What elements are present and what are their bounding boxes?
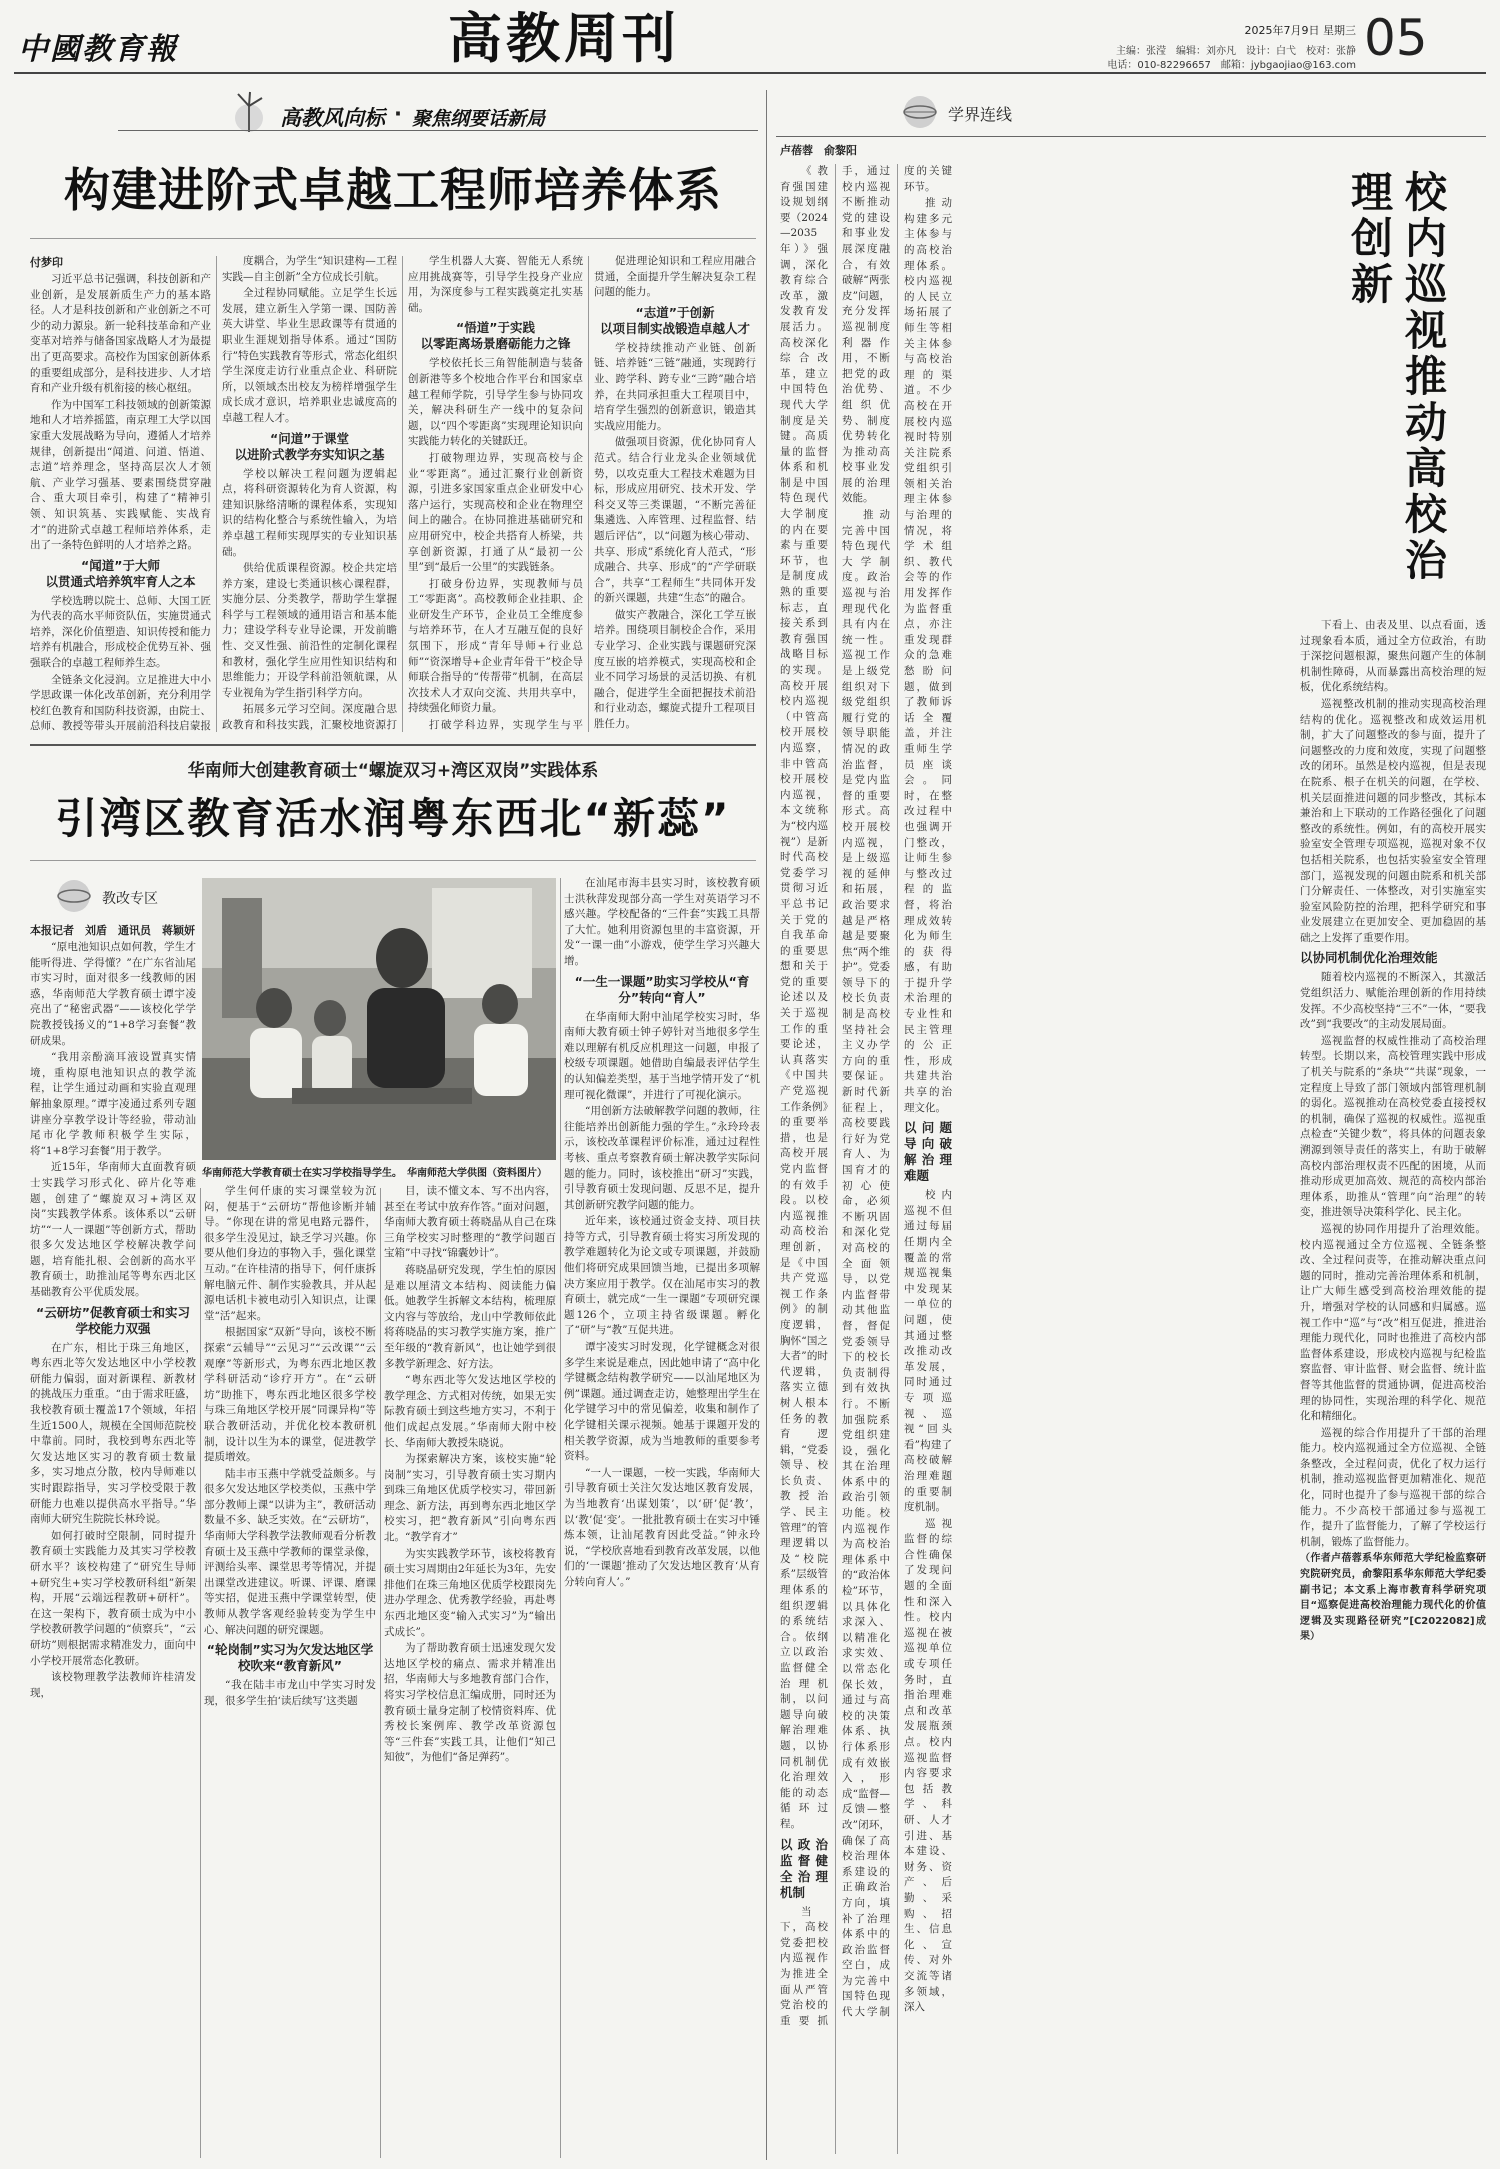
- masthead-rule: [14, 72, 1486, 74]
- sidebar-column-banner: [900, 92, 1080, 132]
- second-p: “原电池知识点如何教，学生才能听得进、学得懂？”在广东省汕尾市实习时，面对很多一线教师的困惑，华南师范大学教育硕士谭宇凌亮出了“秘密武器”——该校化学学院教授钱扬义的“1+8学习套餐”教研成果。: [30, 941, 196, 1047]
- second-p: 近15年，华南师大直面教育硕士实践学习形式化、碎片化等难题，创建了“螺旋双习+湾区双岗”实践教学体系。该体系以“云研坊”“一人一课题”等创新方式，帮助很多欠发达地区学校解决教学问题，培育能扎根、会创新的高水平教育硕士，助推汕尾等粤东西北区基础教育公平优质发展。: [30, 1161, 196, 1299]
- sidebar-rule: [776, 136, 1486, 137]
- second-p: 谭宇凌实习时发现，化学键概念对很多学生来说是难点，因此她申请了“高中化学键概念结构教学研究——以汕尾地区为例”课题。通过调查走访，她整理出学生在化学键学习中的常见偏差，收集和制作了化学键相关课示视频。她基于课题开发的相关教学资源，成为当地教师的重要参考资料。: [564, 1341, 760, 1463]
- lead-headline-rule: [30, 238, 756, 239]
- contact-line: 电话：010-82296657 邮箱：jybgaojiao@163.com: [1107, 60, 1356, 71]
- lead-subhead: “悟道”于实践 以零距离场景磨砺能力之锋: [420, 320, 571, 352]
- lead-p: 打破物理边界，实现高校与企业“零距离”。通过汇聚行业创新资源，引进多家国家重点企业研发中心落户运行，实现高校和企业在物理空间上的融合。在协同推进基础研究和应用研究中，校企共搭育人桥梁，共享创新资源，打通了从“最初一公里”到“最后一公里”的实践链条。: [408, 451, 583, 574]
- second-byline: 本报记者 刘盾 通讯员 蒋颖妍: [30, 924, 195, 937]
- sidebar-p: 巡视整改机制的推动实现高校治理结构的优化。巡视整改和成效运用机制，扩大了问题整改的参与面，提升了问题整改的力度和效度，实现了问题整改的闭环。虽然是校内巡视，但是表现在院系、根子在机关的问题，在学校、机关层面推进问题的同步整改，其标本兼治和上下联动的工作路径强化了问题整改的系统性。例如，有的高校开展实验室安全管理专项巡视，巡视对象不仅包括相关院系，也包括实验室安全管理部门，巡视发现的问题由院系和机关部门分解责任、一体整改，对引实施室实验室风险防控的治理，把科学研究和事业发展建立在更加安全、更加稳固的基础之上发挥了重要作用。: [1300, 697, 1486, 944]
- lead-p: 做实产教融合，深化工学互嵌培养。围绕项目制校企合作，采用专业学习、企业实践与课题研究深度互嵌的培养模式，实现高校和企业不同学习场景的灵活切换、有机融合，促进学生全面把握技术前沿和行业动态，螺旋式提升工程项目胜任力。: [594, 608, 756, 731]
- masthead: [0, 0, 1500, 80]
- second-p: 在广东，相比于珠三角地区，粤东西北等欠发达地区中小学校教研能力偏弱，面对新课程、新教材的挑战压力重重。“由于需求旺盛，我校教育硕士覆盖17个领域，年招生近1500人，规模在全国师范院校中靠前。同时，我校到粤东西北等欠发达地区实习的教育硕士数量多，实习地点分散，校内导师难以实时跟踪指导，实习学校受限于教研能力也难以提供高水平指导。”华南师大研究生院院长林玲说。: [30, 1341, 196, 1526]
- second-p: 目，读不懂文本、写不出内容，甚至在考试中放弃作答。”面对问题，华南师大教育硕士蒋晓晶从自己在珠三角学校实习时整理的“教学问题百宝箱”中寻找“锦囊妙计”。: [384, 1185, 556, 1260]
- lead-col-1: [30, 272, 211, 734]
- second-col-4: [564, 876, 760, 2160]
- column-banner: [128, 94, 768, 134]
- lead-subhead: “问道”于课堂 以进阶式教学夯实知识之基: [234, 430, 385, 462]
- sidebar-subhead: 以协同机制优化治理效能: [1300, 950, 1438, 966]
- lead-p: 度耦合，为学生“知识建构—工程实践—自主创新”全方位成长引航。: [222, 255, 397, 283]
- lead-subhead: “闻道”于大师 以贯通式培养筑牢育人之本: [45, 557, 196, 589]
- sidebar-p: 当下，高校党委把校内巡视作为推进全面从严管党治校的重要抓手，通过校内巡视不断推动党的建设和事业发展深度融合，有效破解“两张皮”问题，充分发挥巡视制度利器作用，不断把党的政治优势、组织优势、制度优势转化为推动高校事业发展的治理效能。: [780, 165, 890, 2027]
- lead-p: 供给优质课程资源。校企共定培养方案，建设七类通识核心课程群，实施分层、分类教学，帮助学生掌握科学与工程领域的通用语言和基本能力；建设学科专业导论课，开发前瞻性、交叉性强、前沿性的定制化课程和教材，强化学生应用性知识结构和思维能力；开设学科前沿领航课，从专业视角为学生指引科学方向。: [222, 562, 397, 699]
- lead-p: 学校依托长三角智能制造与装备创新港等多个校地合作平台和国家卓越工程师学院，引导学生参与协同攻关，解决科研生产一线中的复杂问题，以“四个零距离”实现理论知识向实践能力转化的关键跃迁。: [408, 357, 583, 448]
- sidebar-p: 随着校内巡视的不断深入，其激活党组织活力、赋能治理创新的作用持续发挥。不少高校坚持“三不”一体，“要我改”到“我要改”的主动发展局面。: [1300, 971, 1486, 1031]
- second-p: “我在陆丰市龙山中学实习时发现，很多学生拍‘读后续写’这类题: [204, 1679, 376, 1707]
- second-headline: 引湾区教育活水润粤东西北“新蕊”: [55, 794, 731, 843]
- col-divider: [402, 256, 403, 732]
- second-headline-rule: [30, 860, 756, 861]
- lead-p: 做强项目资源，优化协同育人范式。结合行业龙头企业领域优势，以攻克重大工程技术难题为目标，形成应用研究、技术开发、学科交叉等三类课题，“不断完善征集遴选、入库管理、过程监督、结题后评估”，以“问题为核心带动、共享、形成”系统化育人范式，“形成融合、共享、形成”的“产学研联合”，共享“工程师生”共同体开发的新兴课题，共建“生态”的融合。: [594, 436, 756, 605]
- sidebar-p: 巡视的综合作用提升了干部的治理能力。校内巡视通过全方位巡视、全链条整改，全过程问责，优化了权力运行机制，推动巡视监督更加精准化、规范化，同时也提升了参与巡视干部的综合能力。不少高校干部通过参与巡视工作，提升了监督能力，了解了学校运行机制，锻炼了监督能力。: [1300, 1426, 1486, 1548]
- globe-icon: [52, 876, 96, 916]
- sidebar-p: 推动完善中国特色现代大学制度。政治巡视与治理现代化具有内在统一性。巡视工作是上级党组织对下级党组织履行党的领导职能情况的政治监督，是党内监督的重要形式。高校开展校内巡视，是上级巡视的延伸和拓展，政治要求越是严格越是要聚焦“两个维护”。党委领导下的校长负责制是高校坚持社会主义办学方向的重要保证。新时代新征程上，高校要践行好为党育人、为国育才的初心使命，必须不断巩固和深化党对高校的全面领导，以党内监督带动其他监督，督促党委领导下的校长负责制得到有效执行。不断加强院系党组织建设，强化其在治理体系中的政治引领功能。校内巡视作为高校治理体系中的“政治体检”环节，以具体化求深入、以精准化求实效、以常态化保长效，通过与高校的决策体系、执行体系形成有效嵌入，形成“监督—反馈—整改”闭环，确保了高校治理体系建设的正确政治方向，填补了治理体系中的政治监督空白，成为完善中国特色现代大学制度的关键环节。: [842, 165, 952, 2019]
- col-divider: [216, 256, 217, 732]
- column-sub: 聚焦纲要话新局: [412, 108, 546, 130]
- second-subhead: “一生一课题”助实习学校从“育分”转向“育人”: [574, 973, 750, 1005]
- lead-p: 习近平总书记强调，科技创新和产业创新，是发展新质生产力的基本路径。人才是科技创新和产业创新之不可少的动力源泉。新一轮科技革命和产业变革对培养与储备国家战略人才为最提出了更高要求。高校作为国家创新体系的重要组成部分，是科技进步、人才培育和产业升级有机衔接的核心枢纽。: [30, 273, 211, 395]
- lead-author: 付梦印: [30, 256, 63, 269]
- sidebar-col-c: [1300, 618, 1486, 2160]
- sidebar-p: 巡视的协同作用提升了治理效能。校内巡视通过全方位巡视、全链条整改、全过程问责等，在推动解决重点问题的同时，推动完善治理体系和机制，让广大师生感受到高校治理效能的提升，增强对学校的认同感和归属感。巡视工作中“巡”与“改”相互促进，推进治理能力现代化，同时也推进了高校内部监督体系建设，形成校内巡视与纪检监察监督、审计监督、财会监督、统计监督等其他监督的贯通协调，促进高校治理的协同性，实现治理的科学化、规范化和精细化。: [1300, 1222, 1486, 1423]
- lead-p: 学校选聘以院士、总师、大国工匠为代表的高水平师资队伍，实施贯通式培养，深化价值塑造、知识传授和能力培养有机融合，形成校企优势互补、强强联合的卓越工程师养生态。: [30, 594, 211, 670]
- second-p: 为探索解决方案，该校实施“轮岗制”实习，引导教育硕士实习期内到珠三角地区优质学校实习，带回新理念、新方法，再到粤东西北地区学校实习，把“教育新风”引向粤东西北。“教学育才”: [384, 1453, 556, 1544]
- second-subhead: “云研坊”促教育硕士和实习学校能力双强: [36, 1304, 190, 1336]
- wind-turbine-icon: [224, 88, 274, 134]
- sidebar-col-a: [780, 164, 952, 2154]
- sidebar-subhead: 以问题导向破解治理难题: [904, 1120, 952, 1184]
- second-p: 学生何仟康的实习课堂较为沉闷，便基于“云研坊”帮他诊断并辅导。“你现在讲的常见电路元器件，很多学生没见过，缺乏学习兴趣。你要从他们身边的事物入手，强化课堂互动。”在许桂清的指导下，何仟康拆解电脑元件、制作实验教具，并从起源电话机卡被电动引入知识点，让课堂“活”起来。: [204, 1185, 376, 1322]
- lead-p: 作为中国军工科技领域的创新策源地和人才培养摇篮，南京理工大学以国家重大发展战略为导向，遵循人才培养规律，创新提出“闻道、问道、悟道、志道”培养理念，坚持高层次人才领航、产业学习强基、要素围绕贯穿融合、重大项目牵引，构建了“精神引领、知识筑基、实践赋能、实战育才”的进阶式卓越工程师培养体系，走出了一条特色鲜明的人才培养之路。: [30, 398, 211, 552]
- lead-p: 拓展多元学习空间。深度融合思政教育和科技实践，汇聚校地资源打: [222, 703, 397, 732]
- main-sidebar-divider: [766, 90, 767, 2160]
- second-p: “用创新方法破解教学问题的教师，往往能培养出创新能力强的学生。”永玲玲表示，该校改革课程评价标准，通过过程性考核、重点考察教育硕士解决教学实际问题的能力。同时，该校推出“研习”实践，引导教育硕士发现问题、反思不足，提升其创新研究教学问题的能力。: [564, 1105, 760, 1211]
- column-name: 高教风向标: [280, 106, 385, 130]
- banner-underline: [118, 130, 758, 131]
- photo-caption: 华南师范大学教育硕士在实习学校指导学生。 华南师范大学供图（资料图片）: [202, 1168, 547, 1179]
- lead-subhead: “志道”于创新 以项目制实战锻造卓越人才: [599, 304, 750, 336]
- second-p: 蒋晓晶研究发现，学生怕的原因是难以厘清文本结构、阅读能力偏低。她教学生拆解文本结构，梳理原文内容与等放给，龙山中学教师依此将蒋晓晶的实习教学实施方案，推广至年级的“教育新风”，也让她学到很多教学新理念、好方法。: [384, 1263, 556, 1370]
- sidebar-p: 巡视监督的综合性确保了发现问题的全面性和深入性。校内巡视在被巡视单位或专项任务时，直指治理难点和改革发展瓶颈点。校内巡视监督内容要求包括教学、科研、人才引进、基本建设、财务、资产、后勤、采购、招生、信息化、宣传、对外交流等诸多领域，深入: [904, 1517, 952, 2014]
- lead-col-3: [408, 254, 583, 734]
- second-p: 根据国家“双新”导向，该校不断探索“云辅导”“云见习”“云改课”“云观摩”等新形式，为粤东西北地区教学科研活动“诊疗开方”。在“云研坊”助推下，粤东西北地区很多学校与珠三角地区学校开展“同课异构”等联合教研活动，并优化校本教研机制，设计以生为本的课堂，促进教学提质增效。: [204, 1326, 376, 1464]
- lead-p: 打破学科边界，实现学生与平: [429, 719, 583, 732]
- sidebar-p: 校内巡视不但通过每届任期内全覆盖的常规巡视集中发现某一单位的问题，使其通过整改推动改革发展，同时通过专项巡视、巡视“回头看”构建了高校破解治理难题的重要制度机制。: [904, 1189, 952, 1514]
- sidebar-p: 巡视监督的权威性推动了高校治理转型。长期以来，高校管理实践中形成了机关与院系的“条块”“共谋”现象，一定程度上导致了部门领域内部管理机制的弱化。巡视推动在高校党委直接授权的机制，确保了巡视的权威性。巡视重点检查“关键少数”，将具体的问题表象溯源到领导责任的落实上，有助于破解高校内部治理权责不匹配的困境，从而推动形成更加高效、规范的高校内部治理体系，助推从“管理”向“治理”的转变，推进领导决策科学化、民主化。: [1300, 1034, 1486, 1219]
- col-divider: [380, 1188, 381, 2158]
- globe-icon: [900, 92, 942, 132]
- article-photo: [202, 878, 556, 1160]
- col-divider: [200, 1188, 201, 2158]
- col-divider: [560, 878, 561, 2158]
- sidebar-author-note: （作者卢蓓蓉系华东师范大学纪检监察研究院研究员，俞黎阳系华东师范大学纪委副书记；本文系上海市教育科学研究项目“巡察促进高校治理能力现代化的价值逻辑及实现路径研究”[C2022082]成果）: [1300, 1553, 1486, 1643]
- lead-p: 促进理论知识和工程应用融合贯通，全面提升学生解决复杂工程问题的能力。: [594, 255, 756, 299]
- classroom-photo-illustration: [202, 878, 556, 1160]
- sidebar-p: 推动构建多元主体参与的高校治理体系。校内巡视的人民立场拓展了师生等相关主体参与高校治理的渠道。不少高校在开展校内巡视时特别关注院系党组织引领相关治理主体参与治理的情况，将学术组织、教代会等的作用发挥作为监督重点，亦注重发现群众的急难愁盼问题，做到了教师诉话全覆盖，并注重师生学员座谈会。同时，在整改过程中也强调开门整改，让师生参与整改过程的监督，将治理成效转化为师生的获得感，有助于提升学术治理的专业性和民主管理的公正性，形成共建共治共享的治理文化。: [904, 197, 952, 1114]
- lead-headline: 构建进阶式卓越工程师培养体系: [64, 163, 722, 217]
- second-p: 为实实践教学环节，该校将教育硕士实习周期由2年延长为3年，先安排他们在珠三角地区优质学校跟岗先进办学理念、优秀教学经验，再赴粤东西北地区变“输入式实习”为“输出式成长”。: [384, 1547, 556, 1638]
- second-col-1: [30, 940, 196, 2160]
- second-col-2: [204, 1184, 376, 2160]
- col-divider: [588, 256, 589, 732]
- second-p: 该校物理教学法教师许桂清发现，: [30, 1671, 196, 1699]
- page-number: 05: [1364, 9, 1428, 67]
- sidebar-authors: 卢蓓蓉 俞黎阳: [780, 144, 857, 157]
- section-title: 高教周刊: [448, 6, 680, 70]
- lead-p: 打破身份边界，实现教师与员工“零距离”。高校教师企业挂职、企业研发生产环节，企业员工全维度参与培养环节，在人才互融互促的良好氛围下，形成“青年导师+行业总师”“资深增导+企业青年骨干”校企导师联合指导的“传帮带”机制，在高层次技术人才双向交流、共用共享中，持续强化师资力量。: [408, 577, 583, 715]
- second-p: “我用亲酚滴耳液设置真实情境，重构原电池知识点的教学流程，让学生通过动画和实验直观理解抽象原理。”谭宇凌通过系列专题讲座分享教学设计等经验，带动汕尾市化学教师积极学生实际，将“1+8学习套餐”用于教学。: [30, 1051, 196, 1157]
- reform-column-badge: [52, 876, 202, 916]
- second-p: 为了帮助教育硕士迅速发现欠发达地区学校的痛点、需求并精准出招，华南师大与多地教育部门合作，将实习学校信息汇编成册，同时还为教育硕士量身定制了校情资料库、优秀校长案例库、教学改革资源包等“三件套”实践工具，让他们“知己知彼”，为他们“备足弹药”。: [384, 1642, 556, 1764]
- second-p: “一人一课题，一校一实践，华南师大引导教育硕士关注欠发达地区教育发展，为当地教育‘出谋划策’，以‘研’促‘教’，以‘教’促‘变’。一批批教育硕士在实习中锤炼本领，让汕尾教育因此受益。”钟永玲说，“学校欣喜地看到教育改革发展，以他们的‘一课题’推动了欠发达地区教育‘从育分转向育人’。”: [564, 1466, 760, 1588]
- section-rule: [30, 744, 756, 746]
- second-p: “粤东西北等欠发达地区学校的教学理念、方式相对传统，如果无实际教育硕士到这些地方实习，不利于他们成起点发展。”华南师大附中校长、华南师大教授朱晓说。: [384, 1374, 556, 1449]
- lead-p: 全过程协同赋能。立足学生长远发展，建立新生入学第一课、国防善英大讲堂、毕业生思政课等有贯通的职业生涯规划指导体系。通过“国防行”特色实践教育等形式，常态化组织学生深度走访行业重点企业、科研院所，以领域杰出校友为榜样增强学生成长成才意识，培养职业忠诚度高的卓越工程人才。: [222, 287, 397, 424]
- sidebar-p: 下看上、由表及里、以点看面，透过现象看本质，通过全方位政治，有助于深挖问题根源，聚焦问题产生的体制机制性障碍，从而暴露出高校治理的短板，优化系统结构。: [1300, 619, 1486, 694]
- lead-p: 学校以解决工程问题为逻辑起点，将科研资源转化为育人资源，构建知识脉络清晰的课程体系，实现知识的结构化整合与系统性输入，为培养卓越工程师实现厚实的专业知识基础。: [222, 467, 397, 558]
- lead-p: 学校持续推动产业链、创新链、培养链“三链”融通，实现跨行业、跨学科、跨专业“三跨”融合培养，在共同承担重大工程项目中，培育学生强烈的创新意识，锻造其实战应用能力。: [594, 341, 756, 432]
- second-kicker: 华南师大创建教育硕士“螺旋双习+湾区双岗”实践体系: [187, 761, 599, 781]
- staff-line: 主编：张滢 编辑：刘亦凡 设计：白弋 校对：张静: [1116, 46, 1356, 57]
- lead-p: 学生机器人大赛、智能无人系统应用挑战赛等，引导学生投身产业应用，为深度参与工程实践奠定扎实基础。: [408, 255, 583, 314]
- second-subhead: “轮岗制”实习为欠发达地区学校吹来“教育新风”: [206, 1642, 374, 1674]
- second-p: 陆丰市玉燕中学就受益颇多。与很多欠发达地区学校类似，玉燕中学部分教师上课“以讲为主”，教研活动数量不多、缺乏实效。在“云研坊”，华南师大学科教学法教师观看分析教育硕士及玉燕中学教师的课堂录像，评测给头率、课堂思考等情况，并提出课堂改进建议。听课、评课、磨课等实招，促进玉燕中学课堂转型，使教师从教学客观经验转变为学生中心、解决问题的研究课题。: [204, 1467, 376, 1636]
- second-p: 在汕尾市海丰县实习时，该校教育硕士洪秋萍发现部分高一学生对英语学习不感兴趣。学校配备的“三件套”实践工具帮了大忙。她利用资源包里的丰富资源，开发“一课一曲”小游戏，使学生学习兴趣大增。: [564, 877, 760, 967]
- lead-col-4: [594, 254, 756, 734]
- date-line: 2025年7月9日 星期三: [1244, 24, 1356, 37]
- sidebar-column-name: 学界连线: [948, 105, 1013, 124]
- sidebar-subhead: 以政治监督健全治理机制: [780, 1836, 828, 1900]
- column-dot: ·: [394, 102, 402, 126]
- lead-col-2: [222, 254, 397, 734]
- reform-column-name: 教改专区: [102, 891, 158, 907]
- lead-p: 全链条文化浸润。立足推进大中小学思政课一体化改革创新，充分利用学校红色教育和国防科技资源，由院士、总师、教授等带头开展前沿科技启蒙报: [30, 673, 211, 733]
- newspaper-logo: 中國教育報: [18, 32, 178, 67]
- second-p: 如何打破时空限制，同时提升教育硕士实践能力及其实习学校教研水平？该校构建了“研究生导师+研究生+实习学校教研科组”新架构，开展“云端远程教研+研杆”。在这一架构下，教育硕士成为中小学校教研教学问题的“侦察兵”，“云研坊”则根据需求精准发力，面向中小学校开展常态化教研。: [30, 1529, 196, 1667]
- sidebar-headline: 校内巡视推动高校治理创新: [1345, 170, 1448, 584]
- second-p: 在华南师大附中汕尾学校实习时，华南师大教育硕士钟子婷针对当地很多学生难以理解有机反应机理这一问题，申报了校级专项课题。她借助自编最表评估学生的认知偏差类型，基于当地学情开发了“机理可视化微课”，并进行了可视化演示。: [564, 1010, 760, 1101]
- second-col-3: [384, 1184, 556, 2160]
- sidebar-p: 《教育强国建设规划纲要（2024—2035年）》强调，深化教育综合改革，激发教育发展活力。高校深化综合改革，建立中国特色现代大学制度是关键。高质量的监督体系和机制是中国特色现代大学制度的内在要素与重要环节，也是制度成熟的重要标志，直接关系到教育强国战略目标的实现。高校开展校内巡视（中管高校开展校内巡察，非中管高校开展校内巡视，本文统称为“校内巡视”）是新时代高校党委学习贯彻习近平总书记关于党的自我革命的重要思想和关于党的重要论述以及关于巡视工作的重要论述，认真落实《中国共产党巡视工作条例》的重要举措，也是高校开展党内监督的有效手段。以校内巡视推动高校治理创新，是《中国共产党巡视工作条例》的制度逻辑，胸怀“国之大者”的时代逻辑，落实立德树人根本任务的教育逻辑，“党委领导、校长负责、教授治学、民主管理”的管理逻辑以及“校院系”层级管理体系的组织逻辑的系统结合。依纲立以政治监督健全治理机制，以问题导向破解治理难题，以协同机制优化治理效能的动态循环过程。: [780, 165, 828, 1830]
- second-p: 近年来，该校通过资金支持、项目扶持等方式，引导教育硕士将实习所发现的教学难题转化为论文或专项课题，并鼓励他们将研究成果回馈当地，已提出多项解决方案应用于教学。仅在汕尾市实习的教育硕士，就完成“一生一课题”专项研究课题126个，立项主持省级课题。孵化了“研”与“教”互促共进。: [564, 1215, 760, 1337]
